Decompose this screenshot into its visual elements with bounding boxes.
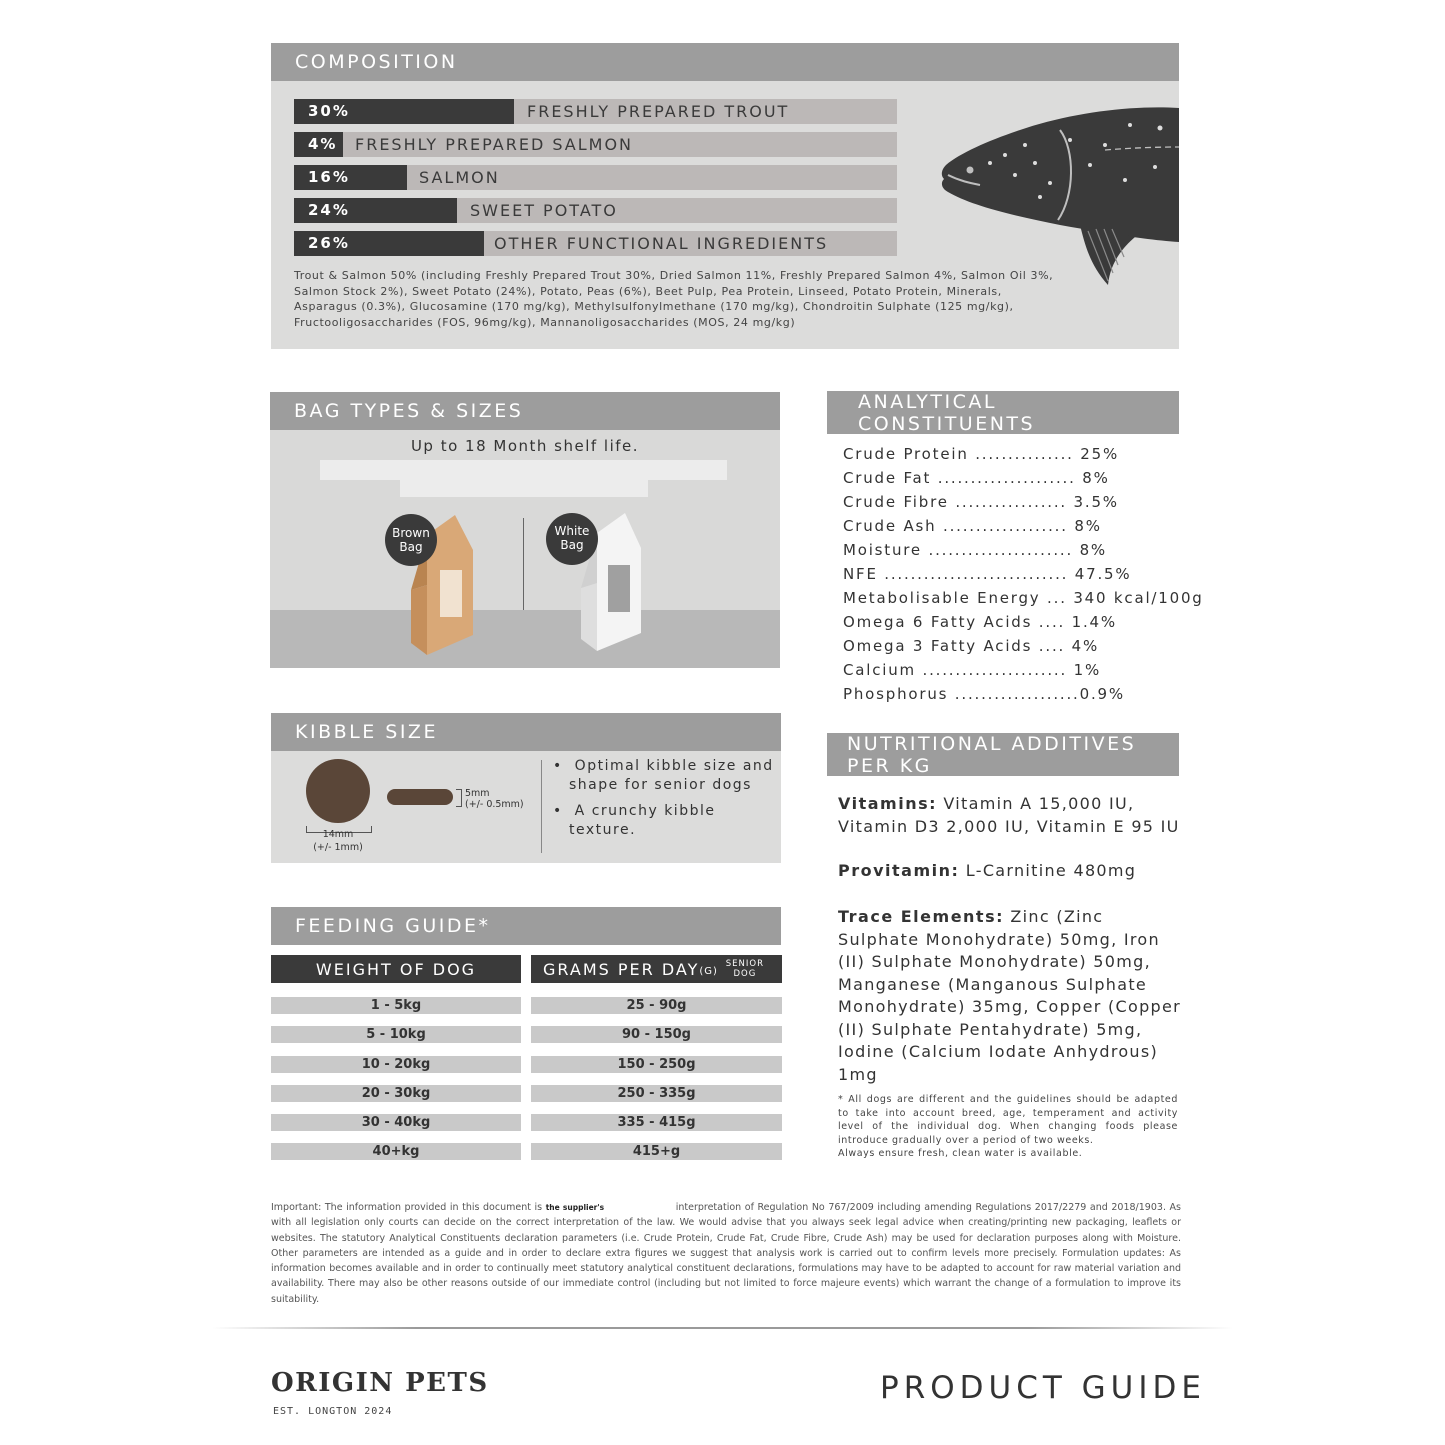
bag-floor	[270, 610, 780, 668]
senior-dog-label	[726, 959, 764, 979]
feeding-weight-cell: 30 - 40kg	[271, 1114, 521, 1131]
footer-divider	[212, 1327, 1233, 1329]
feeding-title: FEEDING GUIDE*	[295, 915, 491, 937]
bullet-dot: •	[553, 758, 575, 774]
kibble-header	[271, 713, 781, 751]
bag-types-header	[270, 392, 780, 430]
feeding-grams-cell: 250 - 335g	[531, 1085, 782, 1102]
composition-label: SWEET POTATO	[470, 201, 618, 220]
salmon-head-icon	[930, 105, 1179, 290]
analytical-row: Crude Ash ................... 8%	[843, 517, 1102, 535]
brown-bag-badge	[385, 514, 437, 566]
composition-percent: 4%	[308, 135, 338, 153]
senior-label: SENIOR	[725, 959, 764, 969]
analytical-row: Crude Protein ............... 25%	[843, 445, 1120, 463]
composition-percent: 30%	[308, 102, 350, 120]
kibble-top-view	[306, 759, 370, 823]
analytical-row: Crude Fat ..................... 8%	[843, 469, 1110, 487]
shelf-lower	[400, 480, 648, 497]
shelf-life-text: Up to 18 Month shelf life.	[410, 437, 640, 455]
brand-logo: ORIGIN PETS	[271, 1368, 489, 1398]
trace-elements-block	[838, 906, 1188, 1086]
trace-elements-label: Trace Elements:	[838, 907, 1004, 926]
weight-column-header	[271, 955, 521, 983]
composition-label: FRESHLY PREPARED SALMON	[355, 135, 634, 154]
composition-full-text: Trout & Salmon 50% (including Freshly Prepared Trout 30%, Dried Salmon 11%, Freshly Prepared Salmon 4%, Salmon Oil 3%, Salmon Stock 2%), Sweet Potato (24%), Potato, Peas (6%), Beet Pulp, Pea Protein, Linseed, Potato Protein, Minerals, Asparagus (0.3%), Glucosamine (170 mg/kg), Methylsulfonylmethane (170 mg/kg), Chondroitin Sulphate (125 mg/kg), Fructooligosaccharides (FOS, 96mg/kg), Mannanoligosaccharides (MOS, 24 mg/kg)	[294, 269, 1054, 330]
feeding-grams-cell: 150 - 250g	[531, 1056, 782, 1073]
composition-percent: 24%	[308, 201, 350, 219]
provitamin-block	[838, 860, 1198, 883]
feeding-header	[271, 907, 781, 945]
feeding-grams-cell: 90 - 150g	[531, 1026, 782, 1043]
bullet-dot: •	[553, 803, 575, 819]
kibble-diameter-1: 14mm	[322, 829, 354, 840]
grams-column-label: GRAMS PER DAY	[543, 959, 700, 979]
feeding-grams-cell: 335 - 415g	[531, 1114, 782, 1131]
white-bag-badge	[546, 513, 598, 565]
grams-column-header	[531, 955, 782, 983]
legal-disclaimer	[271, 1200, 1181, 1307]
analytical-row: Calcium ...................... 1%	[843, 661, 1101, 679]
composition-row	[294, 132, 897, 157]
vitamins-label: Vitamins:	[838, 794, 937, 813]
composition-row	[294, 165, 897, 190]
shelf-top	[320, 460, 727, 480]
composition-label: FRESHLY PREPARED TROUT	[527, 102, 790, 121]
kibble-bullet	[553, 757, 774, 795]
footnote-water: Always ensure fresh, clean water is available.	[838, 1148, 1083, 1160]
composition-label: SALMON	[419, 168, 500, 187]
analytical-row: Moisture ...................... 8%	[843, 541, 1107, 559]
vitamins-block	[838, 793, 1198, 838]
additives-title: NUTRITIONAL ADDITIVES PER KG	[847, 732, 1137, 777]
kibble-bullet	[553, 802, 715, 840]
brown-bag-label-1: Brown	[392, 526, 430, 540]
supplier-name: the supplier's	[545, 1203, 605, 1212]
grams-column-unit: (G)	[699, 965, 718, 977]
white-bag-label-2: Bag	[560, 538, 584, 552]
kibble-height-1: 5mm	[465, 788, 490, 799]
composition-title: COMPOSITION	[295, 51, 458, 73]
kibble-height-2: (+/- 0.5mm)	[465, 799, 524, 810]
feeding-weight-cell: 40+kg	[271, 1143, 521, 1160]
dog-label: DOG	[733, 969, 757, 979]
white-bag-label-1: White	[554, 524, 590, 538]
kibble-divider	[541, 760, 542, 853]
analytical-row: Phosphorus ...................0.9%	[843, 685, 1125, 703]
kibble-diameter-2: (+/- 1mm)	[313, 842, 363, 853]
composition-percent: 26%	[308, 234, 350, 252]
feeding-footnote	[838, 1093, 1178, 1161]
trace-elements-text: Zinc (Zinc Sulphate Monohydrate) 50mg, Iron (II) Sulphate Monohydrate) 50mg, Manganese (Manganous Sulphate Monohydrate) 35mg, Copper (Copper (II) Sulphate Pentahydrate) 5mg, Iodine (Calcium Iodate Anhydrous) 1mg	[838, 907, 1182, 1084]
brand-established: EST. LONGTON 2024	[273, 1406, 393, 1417]
footnote-text: * All dogs are different and the guidelines should be adapted to take into account breed, age, temperament and activity level of the individual dog. When changing foods please introduce gradually over a period of two weeks.	[838, 1094, 1178, 1146]
feeding-weight-cell: 5 - 10kg	[271, 1026, 521, 1043]
analytical-row: Crude Fibre ................. 3.5%	[843, 493, 1119, 511]
composition-row	[294, 198, 897, 223]
analytical-row: Omega 3 Fatty Acids .... 4%	[843, 637, 1100, 655]
provitamin-label: Provitamin:	[838, 861, 960, 880]
feeding-weight-cell: 10 - 20kg	[271, 1056, 521, 1073]
vitamins-text: Vitamin A 15,000 IU, Vitamin D3 2,000 IU, Vitamin E 95 IU	[838, 794, 1180, 836]
product-guide-title: PRODUCT GUIDE	[880, 1370, 1206, 1406]
disclaimer-text-start: Important: The information provided in this document is	[271, 1202, 546, 1213]
shelf-divider	[523, 518, 524, 610]
composition-header	[271, 43, 1179, 81]
analytical-row: NFE ............................ 47.5%	[843, 565, 1132, 583]
feeding-grams-cell: 25 - 90g	[531, 997, 782, 1014]
analytical-row: Metabolisable Energy ... 340 kcal/100g	[843, 589, 1204, 607]
composition-label: OTHER FUNCTIONAL INGREDIENTS	[494, 234, 829, 253]
kibble-bullet-text: Optimal kibble size and	[574, 758, 774, 774]
kibble-bullet-text: shape for senior dogs	[569, 777, 752, 793]
disclaimer-text-end: interpretation of Regulation No 767/2009 including amending Regulations 2017/2279 and 2018/1903. As with all legislation only courts can decide on the correct interpretation of the law. We would advise that you always seek legal advice when creating/printing new packaging, leaflets or websites. The statutory Analytical Constituents declaration parameters (i.e. Crude Protein, Crude Fat, Crude Fibre, Crude Ash) may be used for declaration purposes along with Moisture. Other parameters are intended as a guide and in order to declare extra figures we suggest that analysis work is carried out to confirm levels more precisely. Formulation updates: As information becomes available and in order to continually meet statutory analytical constituent declarations, formulations may have to be adapted to account for raw material variation and availability. There may also be other reasons outside of our immediate control (including but not limited to force majeure events) which warrant the change of a formulation to improve its suitability.	[271, 1202, 1181, 1305]
analytical-title: ANALYTICAL CONSTITUENTS	[858, 390, 1036, 435]
kibble-bullet-text: texture.	[569, 822, 637, 838]
kibble-title: KIBBLE SIZE	[295, 721, 438, 743]
additives-header	[827, 733, 1179, 776]
bag-types-title: BAG TYPES & SIZES	[294, 400, 524, 422]
kibble-side-view	[387, 789, 453, 805]
analytical-header	[827, 391, 1179, 434]
kibble-bullet-text: A crunchy kibble	[574, 803, 716, 819]
feeding-weight-cell: 1 - 5kg	[271, 997, 521, 1014]
brown-bag-label-2: Bag	[399, 540, 423, 554]
composition-percent: 16%	[308, 168, 350, 186]
analytical-row: Omega 6 Fatty Acids .... 1.4%	[843, 613, 1117, 631]
kibble-height-marker	[456, 789, 462, 807]
composition-row	[294, 231, 897, 256]
provitamin-text: L-Carnitine 480mg	[959, 861, 1137, 880]
weight-column-label: WEIGHT OF DOG	[315, 959, 477, 979]
feeding-weight-cell: 20 - 30kg	[271, 1085, 521, 1102]
composition-row	[294, 99, 897, 124]
feeding-grams-cell: 415+g	[531, 1143, 782, 1160]
